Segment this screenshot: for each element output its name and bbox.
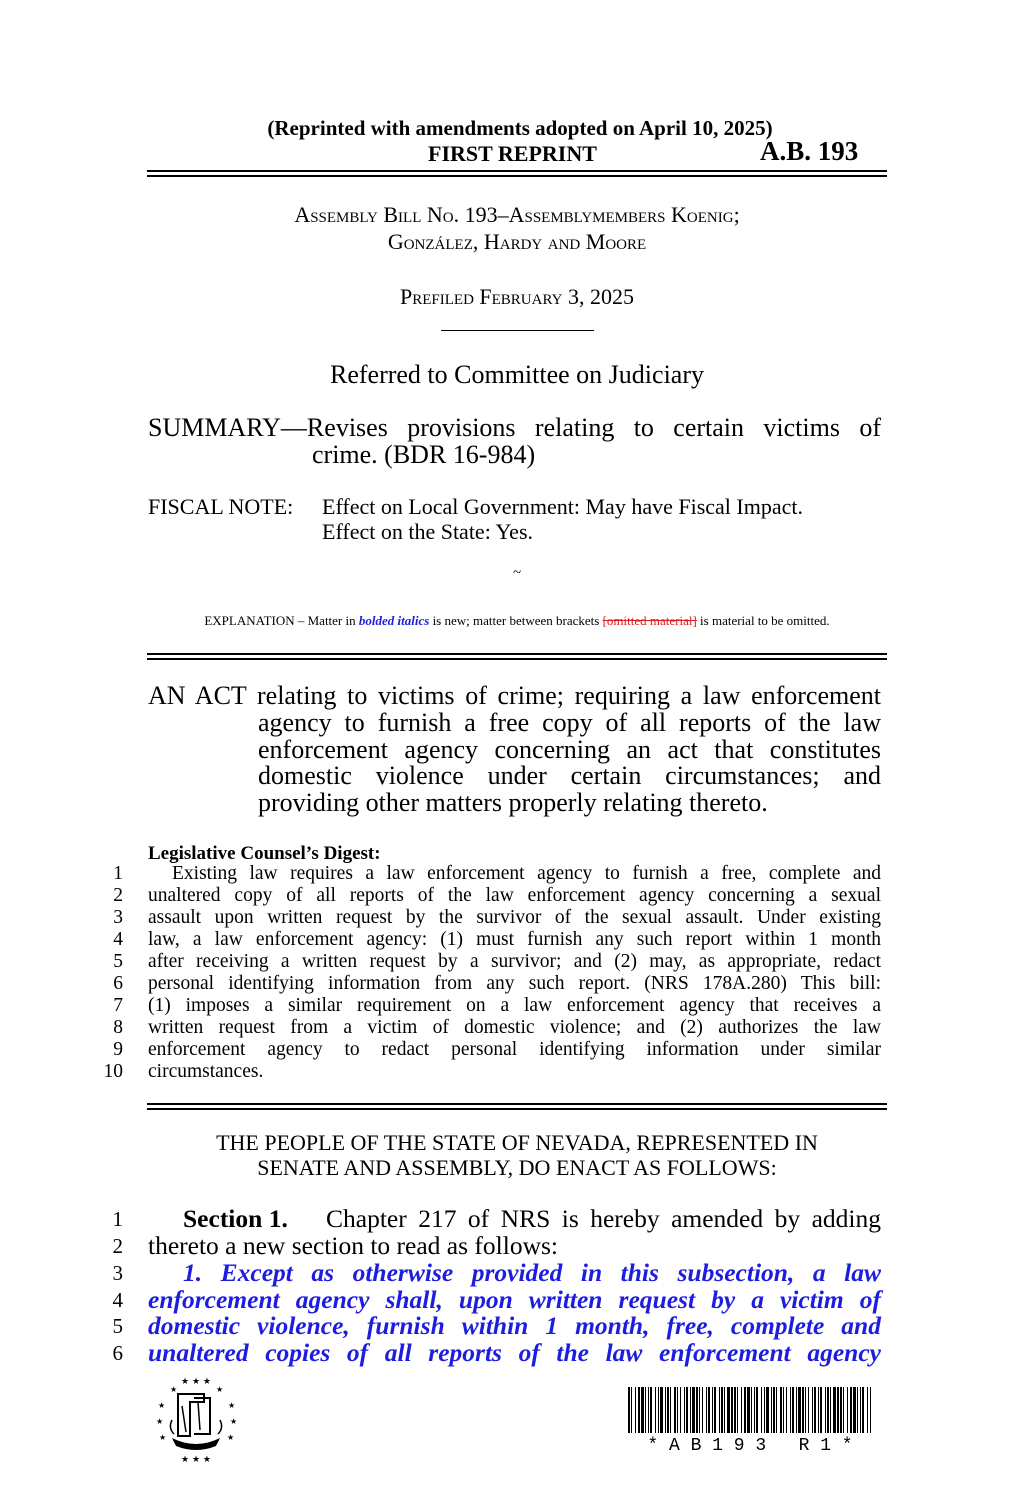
explanation-suffix: is material to be omitted. <box>696 613 830 628</box>
barcode-bar <box>818 1387 819 1433</box>
barcode-bar <box>805 1387 806 1433</box>
digest-rule <box>147 1103 887 1110</box>
svg-text:★: ★ <box>156 1417 164 1426</box>
barcode-bar <box>790 1387 791 1433</box>
line-number: 2 <box>112 1234 123 1258</box>
barcode-bar <box>714 1387 716 1433</box>
digest-line: unaltered copy of all reports of the law enforcement agency concerning a sexual <box>148 885 881 906</box>
tilde-mark: ~ <box>512 565 522 581</box>
barcode-bar <box>870 1387 871 1433</box>
barcode-bar <box>764 1387 765 1433</box>
digest-line: personal identifying information from any such report. (NRS 178A.280) This bill: <box>148 973 881 994</box>
digest-line: circumstances. <box>148 1061 264 1082</box>
line-number: 10 <box>103 1061 123 1082</box>
barcode-bar <box>802 1387 804 1433</box>
barcode-bar <box>684 1387 685 1433</box>
barcode-bar <box>741 1387 742 1433</box>
enacting-clause-2: SENATE AND ASSEMBLY, DO ENACT AS FOLLOWS: <box>257 1155 777 1180</box>
line-number: 8 <box>113 1017 123 1038</box>
section-line-new: 1. Except as otherwise provided in this subsection, a law <box>183 1258 881 1287</box>
explanation-omit-example: [omitted material] <box>602 613 697 628</box>
explanation-prefix: EXPLANATION – Matter in <box>204 613 359 628</box>
barcode-bar <box>783 1387 784 1433</box>
barcode-bar <box>706 1387 707 1433</box>
section-line: Chapter 217 of NRS is hereby amended by adding <box>326 1204 881 1233</box>
digest-line: enforcement agency to redact personal identifying information under similar <box>148 1039 881 1060</box>
line-number: 3 <box>113 907 123 928</box>
barcode-bar <box>862 1387 864 1433</box>
reprint-note: (Reprinted with amendments adopted on April 10, 2025) <box>267 116 773 140</box>
barcode-bar <box>771 1387 772 1433</box>
barcode-bar <box>702 1387 703 1433</box>
fiscal-note-label: FISCAL NOTE: <box>148 494 294 519</box>
barcode-bar <box>686 1387 688 1433</box>
barcode-bar <box>751 1387 752 1433</box>
barcode-bar <box>737 1387 738 1433</box>
svg-text:★: ★ <box>159 1433 167 1442</box>
summary-line-2: crime. (BDR 16-984) <box>312 440 536 469</box>
barcode-bar <box>667 1387 669 1433</box>
svg-text:★: ★ <box>228 1401 236 1410</box>
barcode-bar <box>761 1387 762 1433</box>
section-line-new: unaltered copies of all reports of the law enforcement agency <box>148 1338 881 1367</box>
barcode-bar <box>658 1387 659 1433</box>
barcode-bar <box>744 1387 746 1433</box>
barcode-bar <box>814 1387 816 1433</box>
barcode-bar <box>712 1387 713 1433</box>
barcode-bar <box>766 1387 769 1433</box>
barcode-bar <box>773 1387 775 1433</box>
barcode <box>626 1387 874 1433</box>
barcode-bar <box>756 1387 758 1433</box>
explanation-new-example: bolded italics <box>358 613 430 628</box>
svg-text:★ ★ ★: ★ ★ ★ <box>181 1377 211 1387</box>
header-rule <box>147 170 887 177</box>
barcode-bar <box>660 1387 663 1433</box>
line-number: 5 <box>112 1314 123 1338</box>
line-number: 6 <box>113 973 123 994</box>
barcode-bar <box>655 1387 656 1433</box>
prefiled-date: Prefiled February 3, 2025 <box>400 284 634 309</box>
barcode-bar <box>648 1387 649 1433</box>
section-line-new: domestic violence, furnish within 1 month, free, complete and <box>148 1311 881 1340</box>
fiscal-note-state: Effect on the State: Yes. <box>322 519 534 544</box>
barcode-bar <box>638 1387 640 1433</box>
line-number: 5 <box>113 951 123 972</box>
barcode-bar <box>850 1387 852 1433</box>
barcode-bar <box>641 1387 644 1433</box>
referred-to: Referred to Committee on Judiciary <box>329 360 704 389</box>
sponsor-line-2: González, Hardy and Moore <box>387 229 647 254</box>
line-number: 6 <box>112 1341 123 1365</box>
barcode-text: * A B 1 9 3 R 1 * <box>647 1436 853 1456</box>
barcode-bar <box>833 1387 836 1433</box>
barcode-bar <box>843 1387 844 1433</box>
barcode-bar <box>798 1387 801 1433</box>
section-heading: Section 1. <box>183 1204 288 1233</box>
barcode-bar <box>847 1387 848 1433</box>
barcode-bar <box>853 1387 856 1433</box>
barcode-bar <box>837 1387 839 1433</box>
act-line-5: providing other matters properly relating thereto. <box>258 788 768 817</box>
line-number: 2 <box>113 885 123 906</box>
line-number: 1 <box>113 863 123 884</box>
act-line-2: agency to furnish a free copy of all reports of the law <box>258 708 881 737</box>
fiscal-note-local: Effect on Local Government: May have Fiscal Impact. <box>322 494 803 519</box>
enacting-clause-1: THE PEOPLE OF THE STATE OF NEVADA, REPRESENTED IN <box>216 1130 818 1155</box>
barcode-bar <box>719 1387 720 1433</box>
svg-text:★: ★ <box>216 1385 224 1394</box>
barcode-bar <box>840 1387 842 1433</box>
digest-line: assault upon written request by the survivor of the sexual assault. Under existing <box>148 907 881 928</box>
barcode-bar <box>808 1387 809 1433</box>
sponsor-line-1: Assembly Bill No. 193–Assemblymembers Koenig; <box>294 202 740 227</box>
nevada-seal-icon <box>150 1372 242 1464</box>
explanation-middle: is new; matter between brackets <box>429 613 603 628</box>
barcode-bar <box>645 1387 646 1433</box>
line-number: 1 <box>112 1207 123 1231</box>
barcode-bar <box>734 1387 736 1433</box>
barcode-bar <box>796 1387 797 1433</box>
barcode-bar <box>812 1387 813 1433</box>
digest-line: (1) imposes a similar requirement on a law enforcement agency that receives a <box>148 995 881 1016</box>
barcode-bar <box>690 1387 691 1433</box>
barcode-bar <box>776 1387 777 1433</box>
reprint-label: FIRST REPRINT <box>428 141 597 166</box>
barcode-bar <box>650 1387 652 1433</box>
line-number: 3 <box>112 1261 123 1285</box>
barcode-bar <box>860 1387 861 1433</box>
act-line-1: AN ACT relating to victims of crime; requiring a law enforcement <box>148 681 881 710</box>
svg-text:★: ★ <box>158 1401 166 1410</box>
barcode-bar <box>786 1387 787 1433</box>
barcode-bar <box>708 1387 710 1433</box>
barcode-bar <box>747 1387 750 1433</box>
explanation-rule <box>147 653 887 660</box>
barcode-bar <box>820 1387 822 1433</box>
svg-text:★: ★ <box>170 1385 178 1394</box>
barcode-bar <box>731 1387 733 1433</box>
svg-text:★: ★ <box>230 1417 238 1426</box>
barcode-bar <box>696 1387 698 1433</box>
barcode-bar <box>628 1387 630 1433</box>
barcode-bar <box>830 1387 831 1433</box>
barcode-bar <box>727 1387 730 1433</box>
section-line-new: enforcement agency shall, upon written request by a victim of <box>148 1285 881 1314</box>
barcode-bar <box>754 1387 755 1433</box>
barcode-bar <box>670 1387 671 1433</box>
digest-heading: Legislative Counsel’s Digest: <box>148 843 381 864</box>
section-line: thereto a new section to read as follows: <box>148 1231 558 1260</box>
bill-number: A.B. 193 <box>760 136 859 166</box>
barcode-bar <box>721 1387 723 1433</box>
barcode-bar <box>825 1387 826 1433</box>
svg-text:★: ★ <box>227 1433 235 1442</box>
digest-line: Existing law requires a law enforcement agency to furnish a free, complete and <box>172 863 881 884</box>
svg-text:★ ★ ★: ★ ★ ★ <box>181 1455 211 1464</box>
barcode-bar <box>724 1387 725 1433</box>
short-divider <box>441 330 594 331</box>
digest-line: written request from a victim of domestic violence; and (2) authorizes the law <box>148 1017 881 1038</box>
explanation-note <box>147 613 887 629</box>
barcode-bar <box>674 1387 676 1433</box>
barcode-bar <box>635 1387 636 1433</box>
act-line-3: enforcement agency concerning an act that constitutes <box>258 735 881 764</box>
barcode-bar <box>827 1387 829 1433</box>
barcode-bar <box>692 1387 695 1433</box>
barcode-bar <box>677 1387 678 1433</box>
digest-line: law, a law enforcement agency: (1) must furnish any such report within 1 month <box>148 929 881 950</box>
barcode-bar <box>867 1387 868 1433</box>
line-number: 4 <box>112 1288 123 1312</box>
act-line-4: domestic violence under certain circumstances; and <box>258 761 881 790</box>
barcode-bar <box>792 1387 794 1433</box>
barcode-bar <box>665 1387 666 1433</box>
barcode-bar <box>631 1387 632 1433</box>
line-number: 4 <box>113 929 123 950</box>
barcode-bar <box>857 1387 858 1433</box>
barcode-bar <box>680 1387 681 1433</box>
digest-line: after receiving a written request by a survivor; and (2) may, as appropriate, redact <box>148 951 881 972</box>
barcode-bar <box>780 1387 782 1433</box>
summary-line-1: SUMMARY—Revises provisions relating to certain victims of <box>148 413 881 442</box>
line-number: 9 <box>113 1039 123 1060</box>
barcode-bar <box>699 1387 700 1433</box>
line-number: 7 <box>113 995 123 1016</box>
